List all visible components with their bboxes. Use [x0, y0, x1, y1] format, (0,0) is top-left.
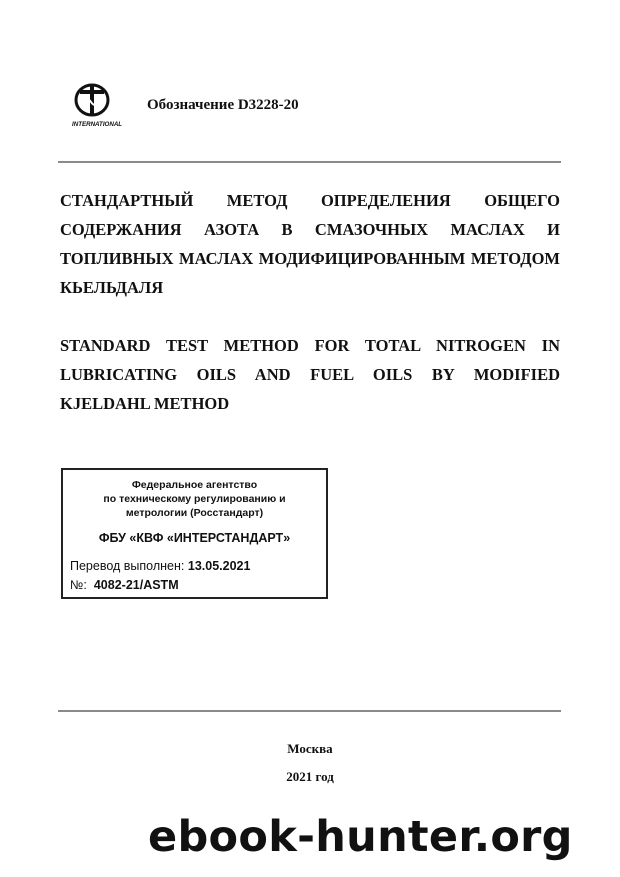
- bottom-divider: [58, 710, 561, 712]
- year: 2021 год: [286, 769, 334, 784]
- top-divider: [58, 161, 561, 163]
- svg-text:INTERNATIONAL: INTERNATIONAL: [72, 121, 123, 128]
- stamp-agency-line: Федеральное агентство: [131, 479, 258, 491]
- designation: Обозначение D3228-20: [147, 97, 299, 113]
- stamp-agency-line: по техническому регулированию и: [103, 493, 286, 505]
- watermark: ebook-hunter.org: [148, 812, 573, 862]
- stamp-organization: ФБУ «КВФ «ИНТЕРСТАНДАРТ»: [98, 531, 291, 545]
- astm-logo: [66, 78, 128, 132]
- title-russian: СТАНДАРТНЫЙ МЕТОД ОПРЕДЕЛЕНИЯ ОБЩЕГО СОДЕРЖАНИЯ АЗОТА В СМАЗОЧНЫХ МАСЛАХ И ТОПЛИВНЫХ МАСЛАХ МОДИФИЦИРОВАННЫМ МЕТОДОМ КЬЕЛЬДАЛЯ: [60, 191, 560, 297]
- stamp-translated-date: 13.05.2021: [187, 559, 251, 573]
- translation-stamp: [61, 468, 328, 599]
- stamp-agency-line: метрологии (Росстандарт): [125, 507, 264, 519]
- stamp-number-label: №:: [70, 578, 87, 592]
- stamp-agency: [63, 478, 326, 520]
- stamp-number-value: 4082-21/ASTM: [93, 578, 179, 592]
- stamp-translated-line: [70, 559, 250, 573]
- stamp-number-line: [70, 578, 179, 592]
- stamp-translated-label: Перевод выполнен:: [70, 559, 185, 573]
- title-english: STANDARD TEST METHOD FOR TOTAL NITROGEN IN LUBRICATING OILS AND FUEL OILS BY MODIFIED KJELDAHL METHOD: [60, 336, 560, 413]
- city: Москва: [287, 741, 333, 756]
